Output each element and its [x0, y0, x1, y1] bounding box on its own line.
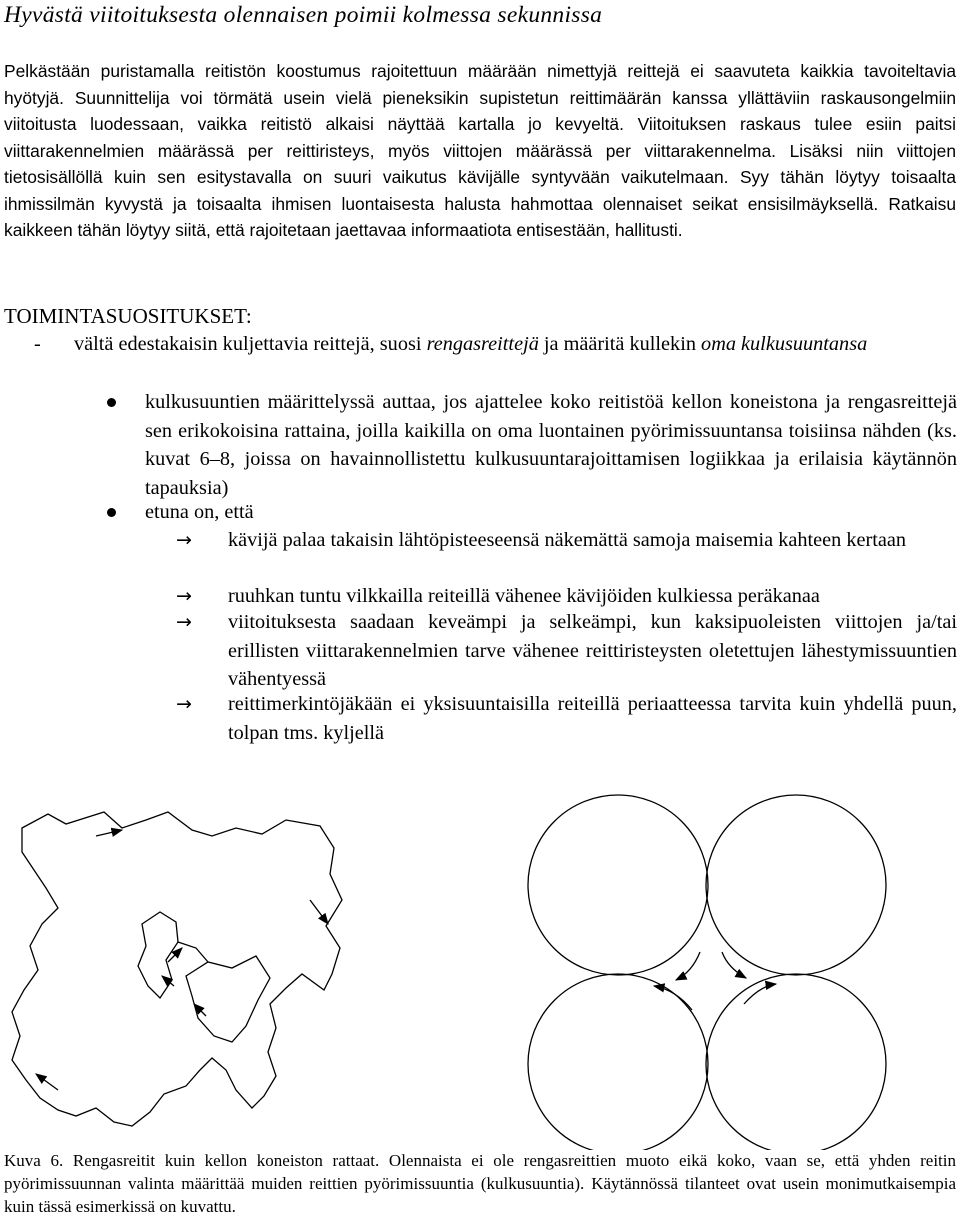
direction-arrow-6: [36, 1074, 58, 1090]
right-gear-circles: [528, 795, 886, 1150]
gear-circle-top-right: [706, 795, 886, 975]
direction-arrow-2: [310, 900, 328, 924]
bullet-dot-icon: [107, 508, 116, 517]
gear-arrow-2: [722, 952, 746, 978]
bullet-text-1: kulkusuuntien määrittelyssä auttaa, jos ajattelee koko reitistöä kellon koneistona ja rengasreittejä sen erikokoisina rattaina, joilla kaikilla on oma luontainen pyörimissuuntansa toisiinsa nähden (ks. kuvat 6–8, joissa on havainnollistettu kulkusuuntarajoittamisen logiikkaa ja erilaisia käytännön tapauksia): [145, 391, 957, 499]
connecting-route: [178, 942, 208, 962]
figure-6: [0, 790, 960, 1150]
dash-text-emphasis-ring-routes: rengasreittejä: [426, 333, 539, 355]
right-arrow-icon: →: [176, 529, 192, 551]
direction-arrow-4: [162, 976, 174, 986]
arrow-text-1: kävijä palaa takaisin lähtöpisteeseensä näkemättä samoja maisemia kahteen kertaan: [228, 529, 907, 551]
direction-arrow-1: [96, 830, 122, 836]
page-title: Hyvästä viitoituksesta olennaisen poimii kolmessa sekunnissa: [4, 2, 603, 28]
recommendations-heading: TOIMINTASUOSITUKSET:: [4, 304, 252, 328]
gear-circle-top-left: [528, 795, 708, 975]
figure-svg: [0, 790, 960, 1150]
right-arrow-icon: →: [176, 693, 192, 715]
arrow-text-3: viitoituksesta saadaan keveämpi ja selkeämpi, kun kaksipuoleisten viittojen ja/tai erillisten viittarakennelmien tarve vähenee reittiristeysten oletettujen lähestymissuuntien vähentyessä: [228, 611, 957, 691]
dash-text-part2: ja määritä kullekin: [538, 333, 702, 355]
gear-arrow-3: [654, 986, 692, 1010]
dash-text-part1: vältä edestakaisin kuljettavia reittejä, suosi: [74, 333, 427, 355]
intro-paragraph: Pelkästään puristamalla reitistön koostumus rajoitettuun määrään nimettyjä reittejä ei saavuteta kaikkia tavoiteltavia hyötyjä. Suunnittelija voi törmätä usein vielä pieneksikin supistetun reittimäärän kanssa yllättäviin raskausongelmiin viitoitusta luodessaan, vaikka reitistö alkaisi näyttää kartalla jo kevyeltä. Viitoituksen raskaus tulee esiin paitsi viittarakennelmien määrässä per reittiristeys, myös viittojen määrässä per viittarakennelma. Lisäksi niin viittojen tietosisällöllä kuin sen esitystavalla on suuri vaikutus kävijälle syntyvään vaikutelmaan. Syy tähän löytyy toisaalta ihmissilmän kyvystä ja toisaalta ihmisen luontaisesta halusta hahmottaa olennaiset seikat ensisilmäyksellä. Ratkaisu kaikkeen tähän löytyy siitä, että rajoitetaan jaettavaa informaatiota entisestään, hallitusti.: [4, 61, 956, 240]
left-ring-routes: [12, 812, 342, 1126]
gear-arrow-1: [676, 952, 700, 980]
dash-marker: -: [34, 333, 41, 355]
arrow-text-4: reittimerkintöjäkään ei yksisuuntaisilla reiteillä periaatteessa tarvita kuin yhdellä puun, tolpan tms. kyljellä: [228, 693, 957, 744]
dash-item-text: [74, 330, 956, 359]
gear-circle-bottom-left: [528, 974, 708, 1150]
arrow-text-2: ruuhkan tuntu vilkkailla reiteillä vähenee kävijöiden kulkiessa peräkanaa: [228, 585, 820, 607]
right-arrow-icon: →: [176, 585, 192, 607]
gear-circle-bottom-right: [706, 974, 886, 1150]
bullet-dot-icon: [107, 398, 116, 407]
inner-ring-route-2: [186, 956, 270, 1042]
outer-ring-route: [12, 812, 342, 1126]
right-arrow-icon: →: [176, 611, 192, 633]
dash-text-emphasis-direction: oma kulkusuuntansa: [701, 333, 868, 355]
figure-caption: Kuva 6. Rengasreitit kuin kellon koneiston rattaat. Olennaista ei ole rengasreittien muoto eikä koko, vaan se, että yhden reitin pyörimissuunnan valinta määrittää muiden reittien pyörimissuuntia (kulkusuuntia). Käytännössä tilanteet ovat usein monimutkaisempia kuin tässä esimerkissä on kuvattu.: [4, 1151, 956, 1217]
bullet-text-2: etuna on, että: [145, 501, 254, 523]
